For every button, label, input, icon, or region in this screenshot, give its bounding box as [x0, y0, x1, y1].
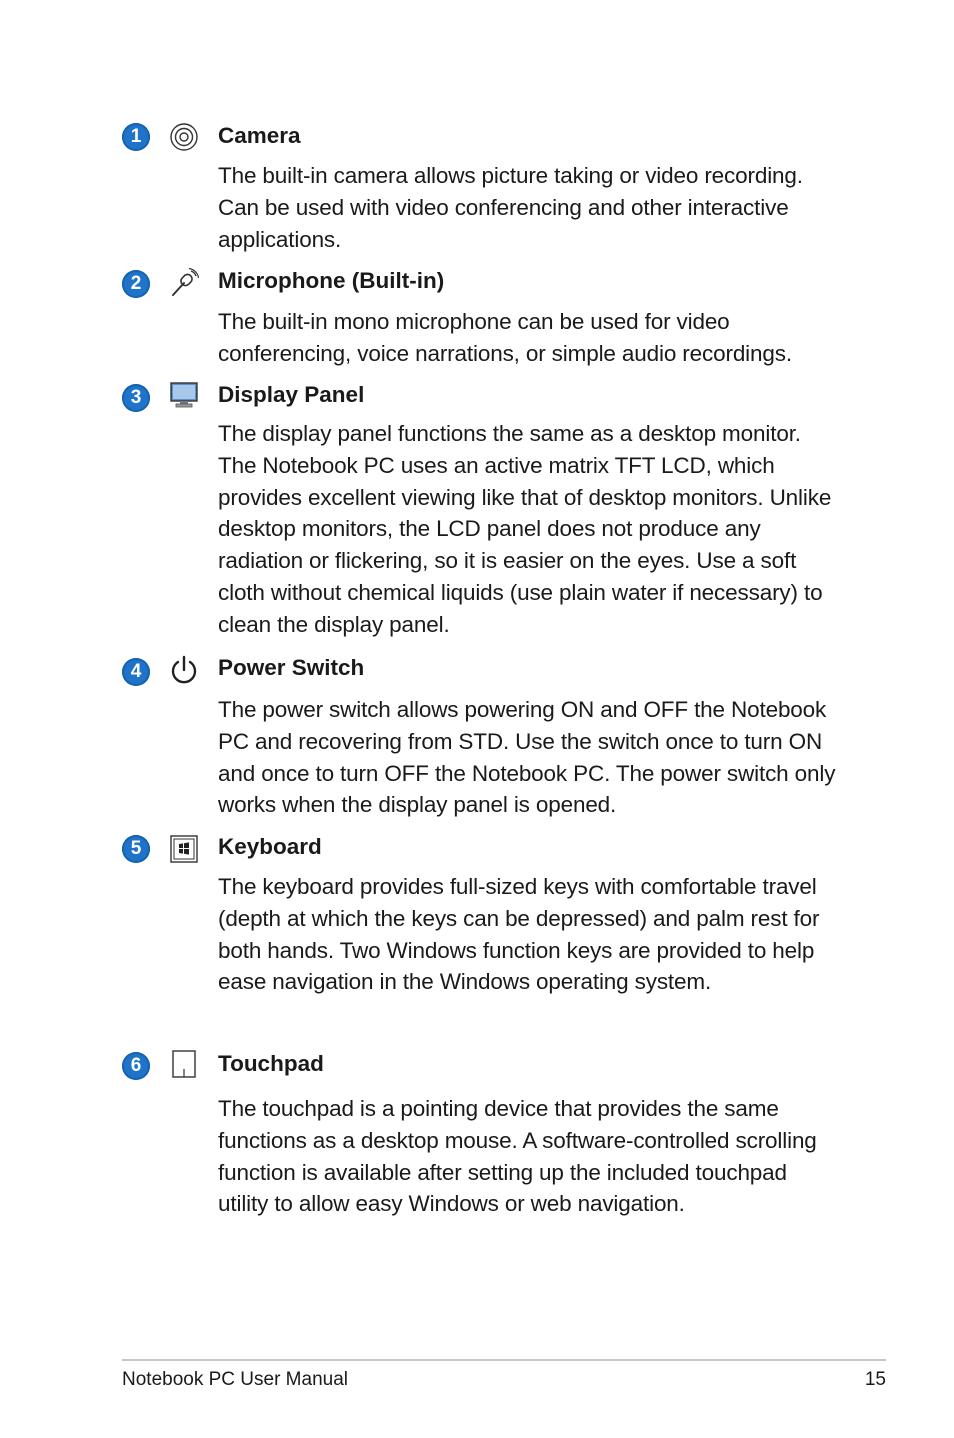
item-number-badge: 3: [122, 384, 150, 412]
item-title: Touchpad: [218, 1051, 324, 1076]
item-number-badge: 4: [122, 658, 150, 686]
display-panel-icon: [169, 380, 199, 410]
item-title: Display Panel: [218, 382, 365, 407]
touchpad-icon: [169, 1049, 199, 1079]
item-description: The built-in camera allows picture taking or video recording. Can be used with video conferencing and other interactive applications.: [218, 163, 803, 252]
item-title: Microphone (Built-in): [218, 268, 445, 293]
item-description: The touchpad is a pointing device that provides the same functions as a desktop mouse. A software-controlled scrolling function is available after setting up the included touchpad utility to allow easy Windows or web navigation.: [218, 1096, 817, 1217]
item-number-badge: 2: [122, 270, 150, 298]
item-number-badge: 1: [122, 123, 150, 151]
keyboard-icon: [169, 834, 199, 864]
item-number-badge: 6: [122, 1052, 150, 1080]
item-title: Power Switch: [218, 655, 365, 680]
item-title: Keyboard: [218, 834, 322, 859]
footer-divider: [122, 1359, 886, 1361]
item-description: The keyboard provides full-sized keys with comfortable travel (depth at which the keys can be depressed) and palm rest for both hands. Two Windows function keys are provided to help ease navigation in the Windows operating system.: [218, 874, 820, 995]
item-description: The power switch allows powering ON and OFF the Notebook PC and recovering from STD. Use the switch once to turn ON and once to turn OFF the Notebook PC. The power switch only works when the display panel is opened.: [218, 697, 836, 818]
power-icon: [169, 655, 199, 685]
microphone-icon: [169, 268, 199, 298]
item-number-badge: 5: [122, 835, 150, 863]
page-number: 15: [864, 1369, 886, 1390]
item-title: Camera: [218, 123, 301, 148]
camera-icon: [169, 122, 199, 152]
item-description: The display panel functions the same as a desktop monitor. The Notebook PC uses an active matrix TFT LCD, which provides excellent viewing like that of desktop monitors. Unlike desktop monitors, the LCD panel does not produce any radiation or flickering, so it is easier on the eyes. Use a soft cloth without chemical liquids (use plain water if necessary) to clean the display panel.: [218, 421, 832, 637]
item-description: The built-in mono microphone can be used for video conferencing, voice narrations, or simple audio recordings.: [218, 309, 792, 366]
footer-manual-title: Notebook PC User Manual: [122, 1369, 348, 1390]
